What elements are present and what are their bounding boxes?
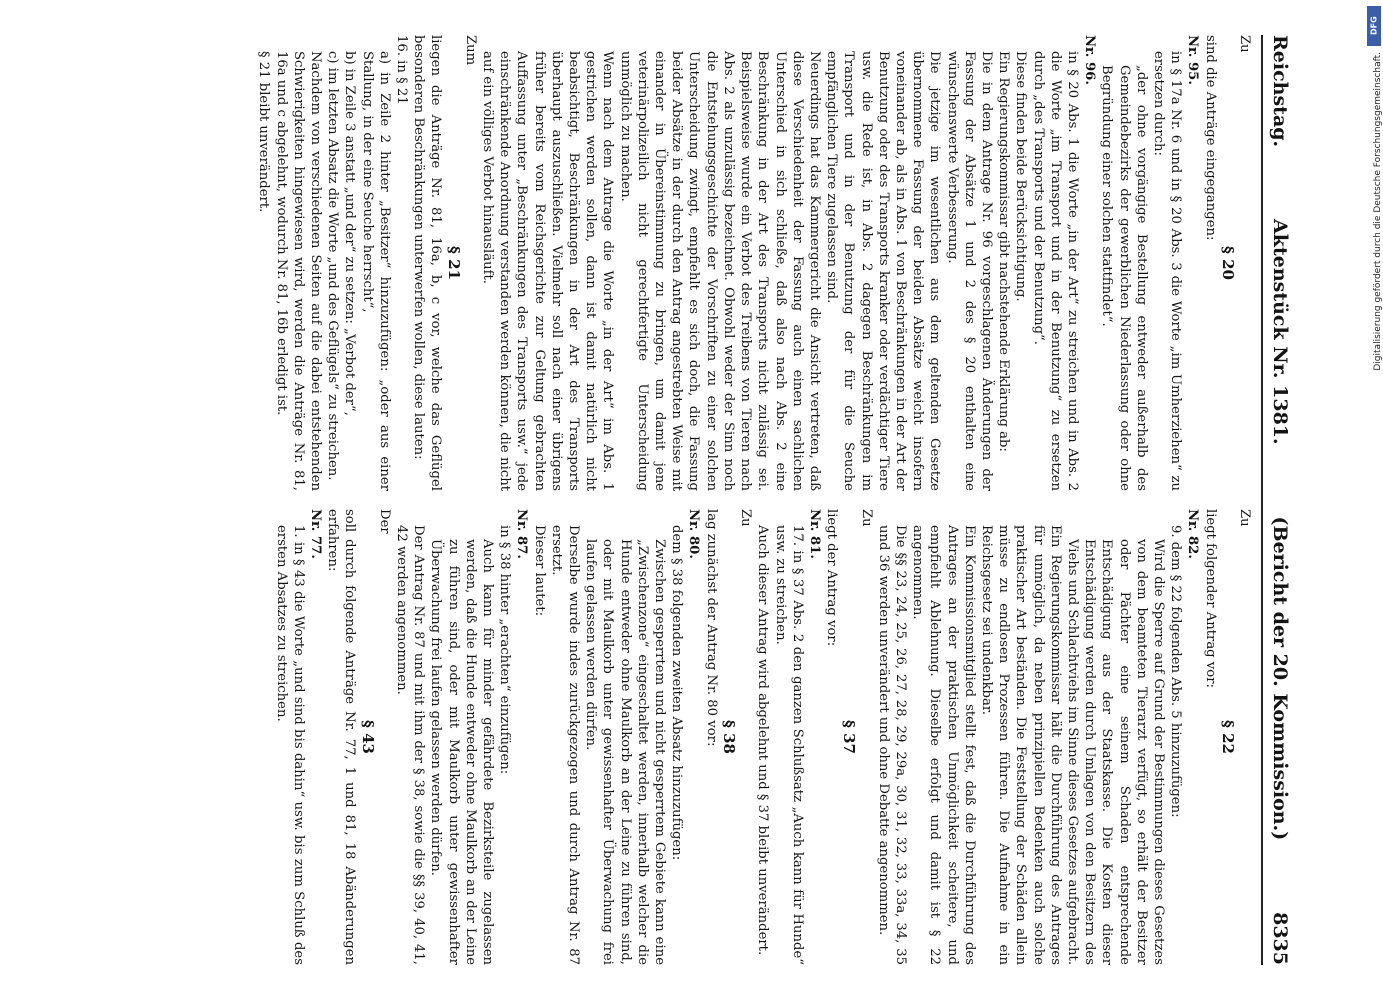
paragraph: sind die Anträge eingegangen: [1202,35,1218,241]
section-intro: Zu [858,509,874,527]
left-column [255,35,1253,491]
paragraph: Wenn nach dem Antrage die Worte „in der Art“ im Abs. 1 gestrichen werden sollen, dann ist damit natürlich nicht beabsichtigt, Beschränkungen in der Art des Transports überhaupt auszuschließen. Vielmehr soll nach einer übrigens früher bereits vom Reichsgerichte zur Geltung gebrachten Auffassung unter „Beschränkungen des Transports usw.“ jede einschränkende Anordnung verstanden werden können, die nicht auf ein völliges Verbot hinausläuft. [480,51,616,491]
paragraph: Dieser lautet: [531,525,547,617]
section-intro: Zu [1237,509,1252,527]
paragraph: dem § 38 folgenden zweiten Absatz hinzuzufügen: [669,525,685,861]
quoted-paragraph: Zwischen gesperrtem und nicht gesperrtem Gebiete kann eine „Zwischenzone“ eingeschaltet werden, innerhalb welcher die Hunde entweder ohne Maulkorb an der Leine zu führen sind, oder mit Maulkorb unter gewissenhafter Überwachung frei laufen gelassen werden dürfen. [583,539,668,965]
paragraph: Die §§ 23, 24, 25, 26, 27, 28, 29, 29a, 30, 31, 32, 33, 33a, 34, 35 und 36 werden unverändert und ohne Debatte angenommen. [875,525,908,965]
header-report: (Bericht der 20. Kommission.) [1269,516,1291,841]
page-content [255,35,1291,965]
motion-number: Nr. 87. [514,509,530,559]
motion-number: Nr. 77. [308,509,324,559]
paragraph: 16. in § 21 [394,35,410,105]
section-heading: § 22 [1218,720,1237,754]
text-columns [255,35,1253,965]
paragraph: soll durch folgende Anträge Nr. 77, 1 und 81, 18 Abänderungen erfahren: [325,509,358,965]
quoted-paragraph: Auch kann für minder gefährdete Bezirksteile zugelassen werden, daß die Hunde entweder ohne Maulkorb an der Leine zu führen sind, oder mit Maulkorb unter gewissenhafter Überwachung frei laufen gelassen werden dürfen. [428,539,496,965]
paragraph: b) in Zeile 3 anstatt „und der“ zu setzen: „Verbot der“, [342,51,358,416]
paragraph: Ein Regierungskommissar gibt nachstehende Erklärung ab: [996,51,1012,452]
paragraph: in § 17a Nr. 6 und in § 20 Abs. 3 die Worte „im Umherziehen“ zu ersetzen durch: [1150,51,1184,491]
motion-number: Nr. 95. [1185,35,1201,85]
quoted-paragraph: „der ohne vorgängige Bestellung entweder außerhalb des Gemeindebezirks der gewerblichen Niederlassung oder ohne Begründung einer solchen stattfindet“. [1099,65,1149,491]
paragraph: liegt folgender Antrag vor: [1202,509,1218,688]
motion-number: Nr. 82. [1185,509,1201,559]
dfg-badge: DFG [1367,6,1381,46]
paragraph: § 21 bleibt unverändert. [256,51,272,213]
paragraph: Neuerdings hat das Kammergericht die Ansicht vertreten, daß diese Verschiedenheit der Fassung auch einen sachlichen Unterschied in sich schließe, daß also nach Abs. 2 eine Beschränkung in der Art des Transports nicht zulässig sei. Beispielsweise wurde ein Verbot des Treibens von Tieren nach Abs. 2 als unzulässig bezeichnet. Obwohl weder der Sinn noch die Entstehungsgeschichte der Vorschriften zu einer solchen Unterscheidung zwingt, empfiehlt es sich doch, die Fassung beider Absätze in der durch den Antrag angestrebten Weise mit einander in Übereinstimmung zu bringen, um damit jene veterinärpolizeilich nicht gerechtfertigte Unterscheidung unmöglich zu machen. [617,51,822,491]
motion-number: Nr. 96. [1082,35,1098,85]
page-header [1261,35,1291,965]
paragraph: liegen die Anträge Nr. 81, 16a, b, c vor, welche das Geflügel besonderen Beschränkungen unterwerfen wollen, diese lauten: [411,35,444,491]
section-intro: Zu [1237,35,1252,53]
page-number: 8335 [1269,912,1291,965]
section-heading: § 21 [444,246,463,280]
paragraph: Nachdem von verschiedenen Seiten auf die dabei entstehenden Schwierigkeiten hingewiesen wird, werden die Anträge Nr. 81, 16a und c abgelehnt, wodurch Nr. 81, 16b erledigt ist. [273,51,324,491]
paragraph: Diese finden beide Berücksichtigung. [1013,51,1029,302]
section-heading: § 20 [1218,246,1237,280]
paragraph: in § 20 Abs. 1 die Worte „in der Art“ zu streichen und in Abs. 2 die Worte „im Transport und in der Benutzung“ zu ersetzen durch „des Transports und der Benutzung“. [1030,51,1080,491]
paragraph: 1. in § 43 die Worte „und sind bis dahin“ usw. bis zum Schluß des ersten Absatzes zu streichen. [273,525,306,965]
paragraph: Der Antrag Nr. 87 und mit ihm der § 38, sowie die §§ 39, 40, 41, 42 werden angenommen. [394,525,427,965]
paragraph: liegt der Antrag vor: [824,509,840,647]
header-left: Reichstag. [1269,35,1291,148]
quoted-paragraph: Wird die Sperre auf Grund der Bestimmungen dieses Gesetzes von dem beamteten Tierarzt verfügt, so erhält der Besitzer oder Pächter eine seinem Schaden entsprechende Entschädigung aus der Staatskasse. Die Kosten dieser Entschädigung werden durch Umlagen von den Besitzern des Viehs und Schlachtviehs im Sinne dieses Gesetzes aufgebracht. [1064,539,1166,966]
paragraph: 9. dem § 22 folgenden Abs. 5 hinzuzufügen: [1168,525,1184,818]
motion-number: Nr. 81. [806,509,822,559]
header-middle: Aktenstück Nr. 1381. [1269,219,1291,445]
paragraph: Auch dieser Antrag wird abgelehnt und § 37 bleibt unverändert. [755,525,771,956]
right-column [255,509,1253,965]
section-intro: Zum [462,35,478,66]
section-intro: Zu [738,509,754,527]
paragraph: a) in Zeile 2 hinter „Besitzer“ hinzuzufügen: „oder aus einer Stallung, in der eine Seuche herrscht“, [359,51,392,491]
paragraph: 17. in § 37 Abs. 2 den ganzen Schlußsatz „Auch kann für Hunde“ usw. zu streichen. [772,525,805,965]
paragraph: Die jetzige im wesentlichen aus dem geltenden Gesetze übernommene Fassung der beiden Absätze weicht insofern voneinander ab, als in Abs. 1 von Beschränkungen in der Art der Benutzung oder des Transports kranker oder verdächtiger Tiere usw. die Rede ist, in Abs. 2 dagegen Beschränkungen im Transport und in der Benutzung der für die Seuche empfänglichen Tiere zugelassen sind. [824,51,943,491]
paragraph: Die in dem Antrage Nr. 96 vorgeschlagenen Änderungen der Fassung der Absätze 1 und 2 des § 20 enthalten eine wünschenswerte Verbesserung. [944,51,994,491]
section-heading: § 38 [719,720,738,754]
paragraph: Ein Regierungskommissar hält die Durchführung des Antrages für unmöglich, da neben prinzipiellen Bedenken auch solche praktischer Art beständen. Die Feststellung der Schäden allein müsse zu endlosen Prozessen führen. Die Aufnahme in ein Reichsgesetz sei undenkbar. [978,525,1063,965]
section-heading: § 37 [840,720,859,754]
motion-number: Nr. 80. [686,509,702,559]
paragraph: Ein Kommissionsmitglied stellt fest, daß die Durchführung des Antrages an der praktischen Unmöglichkeit scheitere, und empfiehlt Ablehnung. Dieselbe erfolgt und damit ist § 22 angenommen. [910,525,977,965]
paragraph: lag zunächst der Antrag Nr. 80 vor: [703,509,719,747]
paragraph: c) im letzten Absatz die Worte „und des Geflügels“ zu streichen. [325,51,341,481]
section-intro: Der [376,509,392,534]
credit-line: Digitalisierung gefördert durch die Deutsche Forschungsgemeinschaft. [1373,52,1383,371]
paragraph: in § 38 hinter „erachten“ einzufügen: [497,525,513,775]
section-heading: § 43 [358,720,377,754]
paragraph: Derselbe wurde indes zurückgezogen und durch Antrag Nr. 87 ersetzt. [548,525,582,965]
